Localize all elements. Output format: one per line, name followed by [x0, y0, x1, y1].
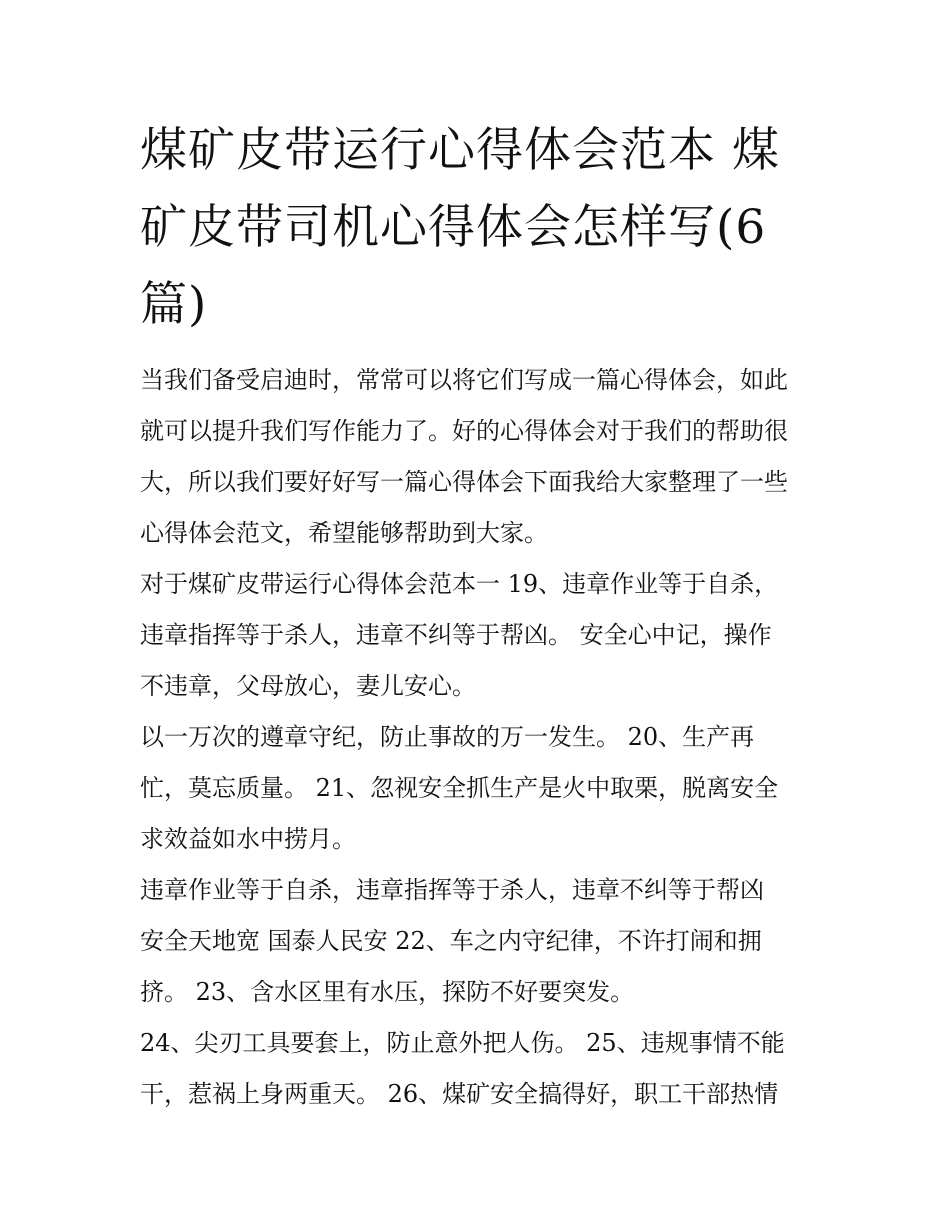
text-line: 当我们备受启迪时，常常可以将它们写成一篇心得体会，如此: [140, 366, 788, 394]
text-line: 以一万次的遵章守纪，防止事故的万一发生。 20、生产再: [140, 723, 755, 751]
text-line: 安全天地宽 国泰人民安 22、车之内守纪律，不许打闹和拥: [140, 927, 762, 955]
text-line: 求效益如水中捞月。: [140, 825, 356, 853]
text-line: 就可以提升我们写作能力了。好的心得体会对于我们的帮助很: [140, 417, 788, 445]
paragraph-intro: [140, 355, 830, 559]
text-line: 大，所以我们要好好写一篇心得体会下面我给大家整理了一些: [140, 468, 788, 496]
text-line: 挤。 23、含水区里有水压，探防不好要突发。: [140, 978, 635, 1006]
paragraph: [140, 1018, 830, 1120]
document-title: [140, 112, 830, 343]
title-line: 篇): [140, 277, 208, 332]
text-line: 对于煤矿皮带运行心得体会范本一 19、违章作业等于自杀，: [140, 570, 779, 598]
text-line: 违章指挥等于杀人，违章不纠等于帮凶。 安全心中记，操作: [140, 621, 772, 649]
text-line: 24、尖刃工具要套上，防止意外把人伤。 25、违规事情不能: [140, 1029, 785, 1057]
paragraph: [140, 865, 830, 1018]
text-line: 干，惹祸上身两重天。 26、煤矿安全搞得好，职工干部热情: [140, 1080, 779, 1108]
text-line: 违章作业等于自杀，违章指挥等于杀人，违章不纠等于帮凶: [140, 876, 764, 904]
text-line: 心得体会范文，希望能够帮助到大家。: [140, 519, 548, 547]
paragraph: [140, 559, 830, 712]
paragraph: [140, 712, 830, 865]
document-body: [140, 355, 830, 1120]
text-line: 不违章，父母放心，妻儿安心。: [140, 672, 476, 700]
title-line: 矿皮带司机心得体会怎样写(6: [140, 200, 767, 255]
text-line: 忙，莫忘质量。 21、忽视安全抓生产是火中取栗，脱离安全: [140, 774, 779, 802]
title-line: 煤矿皮带运行心得体会范本 煤: [140, 123, 780, 178]
